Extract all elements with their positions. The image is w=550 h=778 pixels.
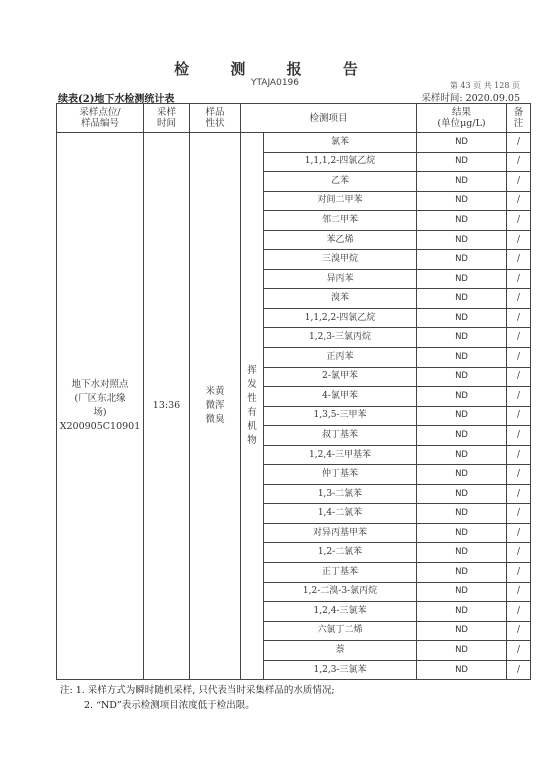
remark-cell: / bbox=[507, 465, 531, 485]
table-body bbox=[57, 133, 531, 680]
result-cell: ND bbox=[417, 348, 507, 368]
test-item-cell: 1,1,2,2-四氯乙烷 bbox=[264, 308, 417, 328]
test-item-cell: 1,2,4-三甲基苯 bbox=[264, 445, 417, 465]
remark-cell: / bbox=[507, 152, 531, 172]
result-cell: ND bbox=[417, 172, 507, 192]
result-cell: ND bbox=[417, 641, 507, 661]
result-cell: ND bbox=[417, 445, 507, 465]
remark-cell: / bbox=[507, 133, 531, 153]
test-item-cell: 邻二甲苯 bbox=[264, 211, 417, 231]
result-cell: ND bbox=[417, 133, 507, 153]
remark-cell: / bbox=[507, 406, 531, 426]
test-item-cell: 2-氯甲苯 bbox=[264, 367, 417, 387]
remark-cell: / bbox=[507, 426, 531, 446]
test-item-cell: 1,2-二氯苯 bbox=[264, 543, 417, 563]
sample-time-cell bbox=[144, 133, 190, 680]
remark-cell: / bbox=[507, 230, 531, 250]
remark-cell: / bbox=[507, 523, 531, 543]
test-item-cell: 仲丁基苯 bbox=[264, 465, 417, 485]
result-cell: ND bbox=[417, 582, 507, 602]
remark-cell: / bbox=[507, 348, 531, 368]
col-header-sample-point: 采样点位/ 样品编号 bbox=[57, 104, 144, 133]
sample-point-cell-text: 地下水对照点 (厂区东北缘 场) X200905C10901 bbox=[59, 379, 141, 433]
remark-cell: / bbox=[507, 445, 531, 465]
result-cell: ND bbox=[417, 660, 507, 680]
remark-cell: / bbox=[507, 328, 531, 348]
result-cell: ND bbox=[417, 211, 507, 231]
remark-cell: / bbox=[507, 289, 531, 309]
remark-cell: / bbox=[507, 172, 531, 192]
test-item-cell: 1,2-二溴-3-氯丙烷 bbox=[264, 582, 417, 602]
sample-time-cell-text: 13:36 bbox=[152, 400, 181, 412]
remark-cell: / bbox=[507, 211, 531, 231]
remark-cell: / bbox=[507, 641, 531, 661]
remark-cell: / bbox=[507, 308, 531, 328]
test-item-cell: 1,2,3-三氯丙烷 bbox=[264, 328, 417, 348]
remark-cell: / bbox=[507, 387, 531, 407]
result-cell: ND bbox=[417, 367, 507, 387]
result-cell: ND bbox=[417, 523, 507, 543]
remark-cell: / bbox=[507, 543, 531, 563]
result-cell: ND bbox=[417, 465, 507, 485]
sample-property-cell bbox=[190, 133, 241, 680]
col-header-sample-time: 采样 时间 bbox=[144, 104, 190, 133]
test-item-cell: 叔丁基苯 bbox=[264, 426, 417, 446]
remark-cell: / bbox=[507, 582, 531, 602]
remark-cell: / bbox=[507, 602, 531, 622]
result-cell: ND bbox=[417, 563, 507, 583]
result-cell: ND bbox=[417, 328, 507, 348]
remark-cell: / bbox=[507, 504, 531, 524]
test-item-cell: 对间二甲苯 bbox=[264, 191, 417, 211]
test-item-cell: 正丙苯 bbox=[264, 348, 417, 368]
result-cell: ND bbox=[417, 621, 507, 641]
remark-cell: / bbox=[507, 621, 531, 641]
result-cell: ND bbox=[417, 308, 507, 328]
remark-cell: / bbox=[507, 484, 531, 504]
col-header-remark: 备 注 bbox=[507, 104, 531, 133]
sample-point-cell bbox=[57, 133, 144, 680]
test-item-cell: 六氯丁二烯 bbox=[264, 621, 417, 641]
result-cell: ND bbox=[417, 289, 507, 309]
test-item-cell: 三溴甲烷 bbox=[264, 250, 417, 270]
test-item-cell: 氯苯 bbox=[264, 133, 417, 153]
result-cell: ND bbox=[417, 426, 507, 446]
result-cell: ND bbox=[417, 602, 507, 622]
table-subtitle: 续表(2)地下水检测统计表 bbox=[58, 94, 175, 105]
test-item-cell: 对异丙基甲苯 bbox=[264, 523, 417, 543]
report-code: YTAJA0196 bbox=[250, 78, 299, 88]
remark-cell: / bbox=[507, 191, 531, 211]
test-item-cell: 1,1,1,2-四氯乙烷 bbox=[264, 152, 417, 172]
col-header-result: 结果 (单位μg/L) bbox=[417, 104, 507, 133]
test-item-cell: 正丁基苯 bbox=[264, 563, 417, 583]
report-title: 检 测 报 告 bbox=[174, 60, 376, 78]
test-item-cell: 1,2,3-三氯苯 bbox=[264, 660, 417, 680]
groundwater-results-table bbox=[56, 103, 531, 680]
remark-cell: / bbox=[507, 660, 531, 680]
col-header-sample-property: 样品 性状 bbox=[190, 104, 241, 133]
result-cell: ND bbox=[417, 191, 507, 211]
test-item-cell: 1,3,5-三甲苯 bbox=[264, 406, 417, 426]
result-cell: ND bbox=[417, 406, 507, 426]
remark-cell: / bbox=[507, 269, 531, 289]
test-item-cell: 苯乙烯 bbox=[264, 230, 417, 250]
remark-cell: / bbox=[507, 563, 531, 583]
result-cell: ND bbox=[417, 387, 507, 407]
sample-property-cell-text: 米黄 微浑 微臭 bbox=[205, 386, 225, 426]
result-cell: ND bbox=[417, 543, 507, 563]
test-item-cell: 溴苯 bbox=[264, 289, 417, 309]
category-cell bbox=[241, 133, 264, 680]
category-cell-text: 挥发性有机物 bbox=[247, 365, 257, 447]
test-item-cell: 1,3-二氯苯 bbox=[264, 484, 417, 504]
test-item-cell: 萘 bbox=[264, 641, 417, 661]
test-item-cell: 4-氯甲苯 bbox=[264, 387, 417, 407]
result-cell: ND bbox=[417, 269, 507, 289]
note-sampling-method: 注: 1. 采样方式为瞬时随机采样, 只代表当时采集样品的水质情况; bbox=[60, 685, 335, 696]
test-item-cell: 1,4-二氯苯 bbox=[264, 504, 417, 524]
remark-cell: / bbox=[507, 250, 531, 270]
remark-cell: / bbox=[507, 367, 531, 387]
result-cell: ND bbox=[417, 250, 507, 270]
test-item-cell: 异丙苯 bbox=[264, 269, 417, 289]
table-row bbox=[57, 133, 531, 153]
test-item-cell: 乙苯 bbox=[264, 172, 417, 192]
result-cell: ND bbox=[417, 152, 507, 172]
result-cell: ND bbox=[417, 484, 507, 504]
sampling-date: 采样时间: 2020.09.05 bbox=[421, 93, 520, 104]
note-nd-definition: 2. “ND”表示检测项目浓度低于检出限。 bbox=[84, 700, 255, 711]
test-item-cell: 1,2,4-三氯苯 bbox=[264, 602, 417, 622]
col-header-test-item: 检测项目 bbox=[241, 104, 417, 133]
page-info: 第 43 页 共 128 页 bbox=[449, 81, 520, 90]
result-cell: ND bbox=[417, 230, 507, 250]
result-cell: ND bbox=[417, 504, 507, 524]
